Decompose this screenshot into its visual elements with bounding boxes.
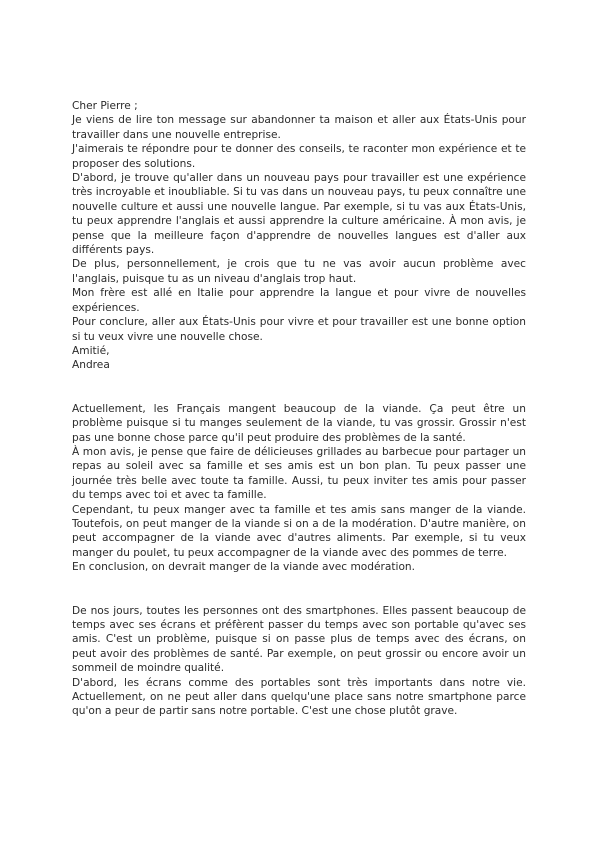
essay-paragraph: Actuellement, les Français mangent beaucoup de la viande. Ça peut être un problème puisque si tu manges seulement de la viande, tu vas grossir. Grossir n'est pas une bonne chose parce qu'il peut produire des problèmes de la santé. — [72, 402, 526, 444]
letter-paragraph: Pour conclure, aller aux États-Unis pour vivre et pour travailler est une bonne option si tu veux vivre une nouvelle chose. — [72, 316, 526, 343]
essay-paragraph: D'abord, les écrans comme des portables sont très importants dans notre vie. Actuellement, on ne peut aller dans quelqu'une place sans notre smartphone parce qu'on a peur de partir sans notre portable. C'est une chose plutôt grave. — [72, 676, 526, 718]
essay-meat-section — [72, 402, 526, 575]
letter-paragraph: Je viens de lire ton message sur abandonner ta maison et aller aux États-Unis pour travailler dans une nouvelle entreprise. — [72, 114, 526, 141]
letter-paragraph: Mon frère est allé en Italie pour apprendre la langue et pour vivre de nouvelles expériences. — [72, 287, 526, 314]
essay-paragraph: De nos jours, toutes les personnes ont des smartphones. Elles passent beaucoup de temps avec ses écrans et préfèrent passer du temps avec son portable qu'avec ses amis. C'est un problème, puisque si on passe plus de temps avec des écrans, on peut avoir des problèmes de santé. Par exemple, on peut grossir ou encore avoir un sommeil de moindre qualité. — [72, 604, 526, 675]
essay-paragraph: À mon avis, je pense que faire de délicieuses grillades au barbecue pour partager un repas au soleil avec sa famille et ses amis est un bon plan. Tu peux passer une journée très belle avec toute ta famille. Aussi, tu peux inviter tes amis pour passer du temps avec toi et avec ta famille. — [72, 445, 526, 502]
document-page — [72, 99, 526, 719]
letter-paragraph: D'abord, je trouve qu'aller dans un nouveau pays pour travailler est une expérience très incroyable et inoubliable. Si tu vas dans un nouveau pays, tu peux connaître une nouvelle culture et aussi une nouvelle langue. Par exemple, si tu vas aux États-Unis, tu peux apprendre l'anglais et aussi apprendre la culture américaine. À mon avis, je pense que la meilleure façon d'apprendre de nouvelles langues est d'aller aux différents pays. — [72, 172, 526, 257]
letter-paragraph: De plus, personnellement, je crois que tu ne vas avoir aucun problème avec l'anglais, puisque tu as un niveau d'anglais trop haut. — [72, 258, 526, 285]
essay-paragraph: Cependant, tu peux manger avec ta famille et tes amis sans manger de la viande. Toutefois, on peut manger de la viande si on a de la modération. D'autre manière, on peut accompagner de la viande avec d'autres aliments. Par exemple, si tu veux manger du poulet, tu peux accompagner de la viande avec des pommes de terre. — [72, 503, 526, 559]
letter-closing: Amitié, — [72, 344, 110, 357]
letter-greeting: Cher Pierre ; — [72, 100, 138, 112]
letter-section — [72, 99, 526, 373]
letter-signature: Andrea — [72, 359, 110, 372]
essay-smartphones-section — [72, 604, 526, 719]
essay-paragraph: En conclusion, on devrait manger de la viande avec modération. — [72, 561, 416, 574]
letter-paragraph: J'aimerais te répondre pour te donner des conseils, te raconter mon expérience et te proposer des solutions. — [72, 143, 526, 170]
